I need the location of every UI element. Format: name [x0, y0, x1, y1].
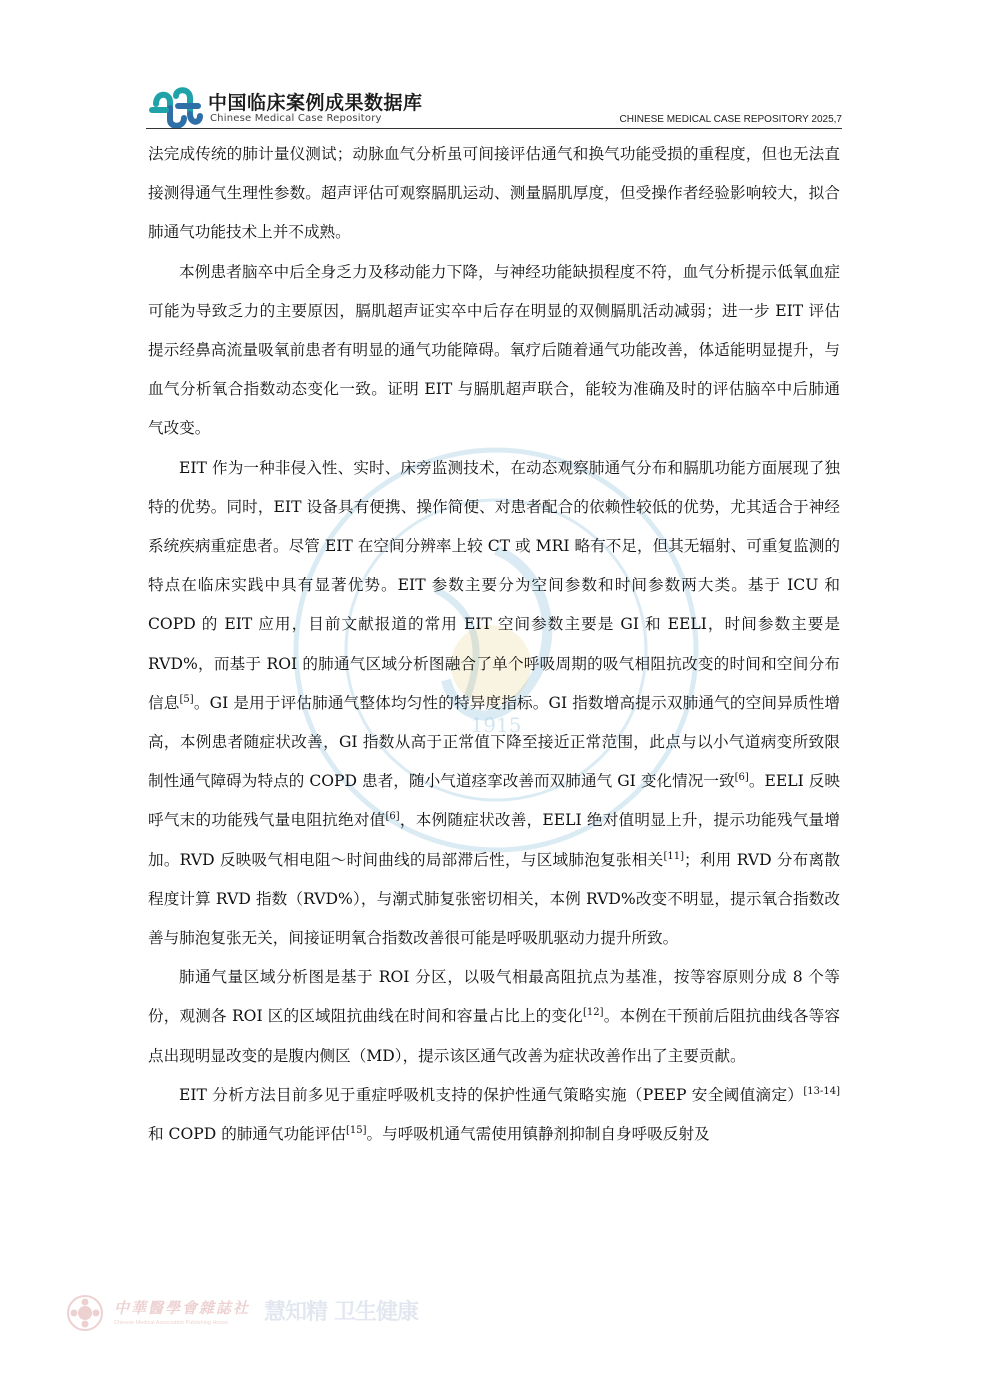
repository-issue-tag: CHINESE MEDICAL CASE REPOSITORY 2025,7	[619, 114, 842, 125]
paragraph-3-text: ，本例随症状改善，EELI 绝对值明显上升，提示功能残气量增加。RVD 反映吸气相电阻～时间曲线的局部滞后性，与区域肺泡复张相关	[148, 811, 840, 869]
publisher-seal-icon	[66, 1294, 104, 1332]
paragraph-3-text: ；利用 RVD 分布离散程度计算 RVD 指数（RVD%），与潮式肺复张密切相关，本例 RVD%改变不明显，提示氧合指数改善与肺泡复张无关，间接证明氧合指数改善很可能是呼吸肌驱动力提升所致。	[148, 850, 840, 948]
repository-logo-cn: 中国临床案例成果数据库	[208, 92, 423, 114]
paragraph-4-text: 肺通气量区域分析图是基于 ROI 分区，以吸气相最高阻抗点为基准，按等容原则分成 8 个等份，观测各 ROI 区的区域阻抗曲线在时间和容量占比上的变化	[148, 968, 840, 1026]
paragraph-3-text: EIT 作为一种非侵入性、实时、床旁监测技术，在动态观察肺通气分布和膈肌功能方面展现了独特的优势。同时，EIT 设备具有便携、操作简便、对患者配合的依赖性较低的优势，尤其适合于神经系统疾病重症患者。尽管 EIT 在空间分辨率上较 CT 或 MRI 略有不足，但其无辐射、可重复监测的特点在临床实践中具有显著优势。EIT 参数主要分为空间参数和时间参数两大类。基于 ICU 和 COPD 的 EIT 应用，目前文献报道的常用 EIT 空间参数主要是 GI 和 EELI，时间参数主要是 RVD%，而基于 ROI 的肺通气区域分析图融合了单个呼吸周期的吸气相阻抗改变的时间和空间分布信息	[148, 458, 840, 712]
citation-11[interactable]: [11]	[663, 850, 684, 862]
citation-13-14[interactable]: [13-14]	[803, 1085, 840, 1097]
publisher-name-en: Chinese Medical Association Publishing House	[114, 1320, 229, 1326]
citation-15[interactable]: [15]	[345, 1125, 367, 1137]
paragraph-3	[148, 449, 840, 959]
footer-brand-logo-2: 卫生健康	[334, 1300, 419, 1325]
article-body	[148, 135, 840, 1154]
repository-logo-en: Chinese Medical Case Repository	[210, 113, 382, 124]
paragraph-5-text: 和 COPD 的肺通气功能评估	[148, 1125, 346, 1144]
citation-12[interactable]: [12]	[583, 1007, 604, 1019]
page-header	[146, 84, 842, 132]
paragraph-5-text: EIT 分析方法目前多见于重症呼吸机支持的保护性通气策略实施（PEEP 安全阈值滴定）	[179, 1085, 804, 1104]
publisher-name-cn: 中華醫學會雜誌社	[114, 1299, 251, 1317]
header-divider	[146, 128, 842, 129]
citation-6[interactable]: [6]	[385, 811, 400, 823]
paragraph-5-text: 。与呼吸机通气需使用镇静剂抑制自身呼吸反射及	[366, 1125, 710, 1144]
repository-logo-icon	[146, 84, 204, 130]
paragraph-4-text: 。本例在干预前后阻抗曲线各等容点出现明显改变的是腹内侧区（MD），提示该区通气改善为症状改善作出了主要贡献。	[148, 1007, 840, 1065]
seal-year: 1915	[470, 713, 522, 737]
citation-5[interactable]: [5]	[179, 693, 194, 705]
publisher-footer	[66, 1294, 466, 1336]
paragraph-3-text: 。EELI 反映呼气末的功能残气量电阻抗绝对值	[148, 772, 840, 830]
citation-6[interactable]: [6]	[734, 772, 749, 784]
paragraph-3-text: 。GI 是用于评估肺通气整体均匀性的特异度指标。GI 指数增高提示双肺通气的空间异质性增高，本例患者随症状改善，GI 指数从高于正常值下降至接近正常范围，此点与以小气道病变所致限制性通气障碍为特点的 COPD 患者，随小气道痉挛改善而双肺通气 GI 变化情况一致	[148, 693, 840, 791]
paragraph-1: 法完成传统的肺计量仪测试；动脉血气分析虽可间接评估通气和换气功能受损的重程度，但也无法直接测得通气生理性参数。超声评估可观察膈肌运动、测量膈肌厚度，但受操作者经验影响较大，拟合肺通气功能技术上并不成熟。	[148, 145, 840, 242]
paragraph-4	[148, 958, 840, 1076]
paragraph-2: 本例患者脑卒中后全身乏力及移动能力下降，与神经功能缺损程度不符，血气分析提示低氧血症可能为导致乏力的主要原因，膈肌超声证实卒中后存在明显的双侧膈肌活动减弱；进一步 EIT 评估提示经鼻高流量吸氧前患者有明显的通气功能障碍。氧疗后随着通气功能改善，体适能明显提升，与血气分析氧合指数动态变化一致。证明 EIT 与膈肌超声联合，能较为准确及时的评估脑卒中后肺通气改变。	[148, 262, 840, 438]
footer-brand-logo-1: 慧知精	[264, 1300, 328, 1325]
paragraph-5	[148, 1076, 840, 1154]
